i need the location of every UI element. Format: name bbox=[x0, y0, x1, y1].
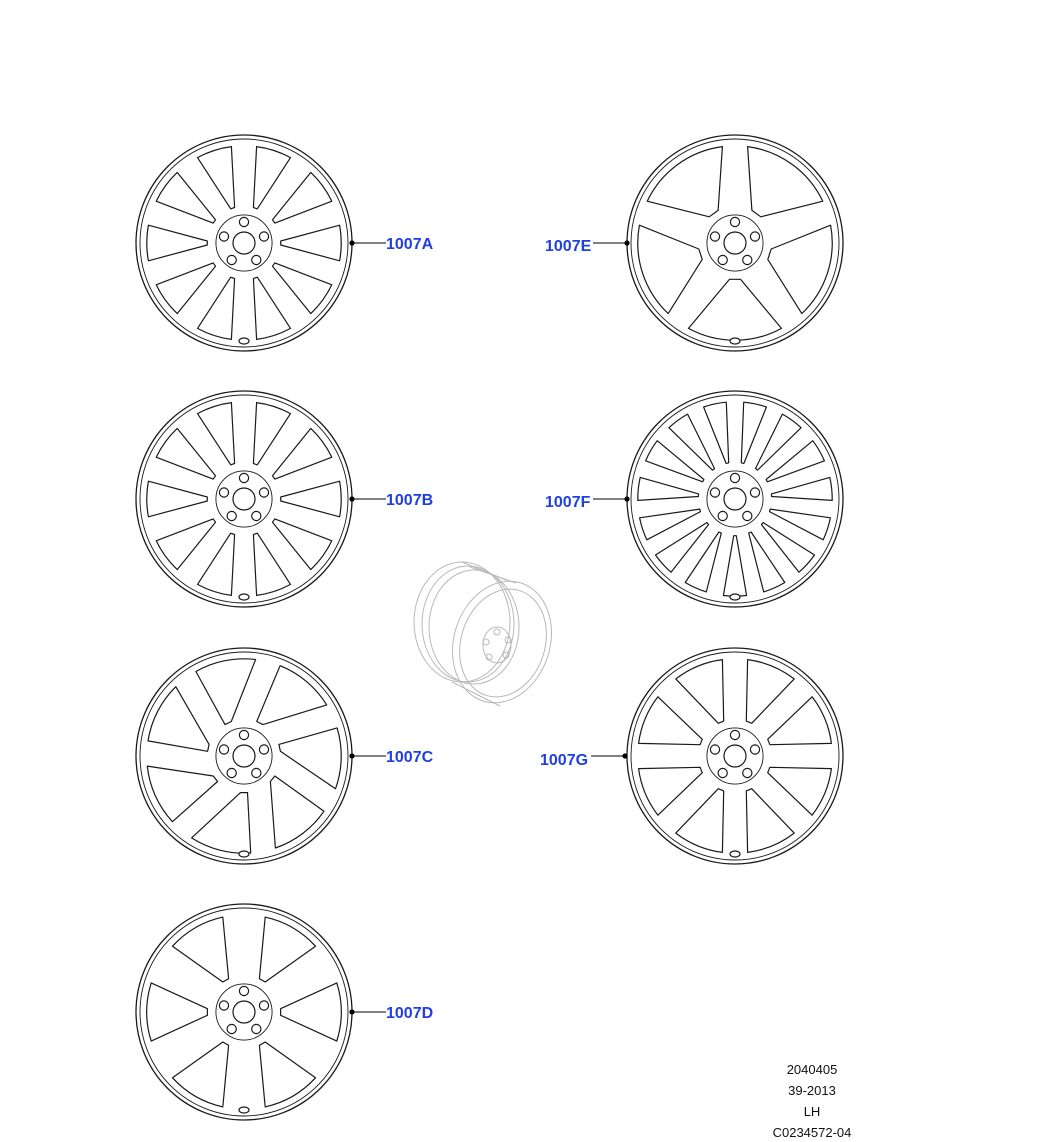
lug-nut-hole bbox=[252, 1024, 261, 1033]
lug-nut-hole bbox=[743, 255, 752, 264]
spoke-window bbox=[768, 767, 832, 815]
wheel-1007B[interactable] bbox=[136, 391, 352, 607]
callout-1007C[interactable]: 1007C bbox=[386, 749, 434, 766]
valve-stem bbox=[239, 1107, 249, 1113]
lug-nut-hole bbox=[239, 730, 248, 739]
spoke-window bbox=[771, 477, 832, 500]
lug-nut-hole bbox=[718, 511, 727, 520]
spoke-window bbox=[259, 917, 315, 982]
lug-nut-hole bbox=[219, 1001, 228, 1010]
lug-nut-hole bbox=[252, 511, 261, 520]
spoke-window bbox=[768, 697, 832, 745]
spoke-window bbox=[638, 225, 702, 313]
lug-nut-hole bbox=[239, 473, 248, 482]
spoke-window bbox=[198, 147, 235, 209]
wheel-1007D[interactable] bbox=[136, 904, 352, 1120]
wheel-1007E[interactable] bbox=[627, 135, 843, 351]
spoke-window bbox=[273, 172, 332, 223]
lug-nut-hole bbox=[259, 745, 268, 754]
lug-nut-hole bbox=[219, 232, 228, 241]
drawing-reference: C0234572-04 bbox=[772, 1125, 852, 1140]
spoke-window bbox=[192, 793, 251, 854]
spoke-window bbox=[273, 428, 332, 479]
center-bore bbox=[233, 488, 255, 510]
spoke-window bbox=[147, 766, 217, 822]
spoke-window bbox=[173, 917, 229, 982]
spoke-window bbox=[196, 659, 256, 725]
valve-stem bbox=[239, 338, 249, 344]
spoke-window bbox=[676, 789, 724, 853]
spoke-window bbox=[281, 481, 342, 517]
lug-nut-hole bbox=[239, 986, 248, 995]
spoke-window bbox=[257, 666, 327, 725]
spoke-window bbox=[723, 536, 746, 596]
valve-stem bbox=[239, 594, 249, 600]
center-bore bbox=[724, 232, 746, 254]
center-bore bbox=[233, 232, 255, 254]
leader-dot-1007G bbox=[622, 753, 627, 758]
valve-stem bbox=[730, 594, 740, 600]
spoke-window bbox=[253, 533, 290, 595]
spoke-window bbox=[156, 172, 215, 223]
lug-nut-hole bbox=[743, 768, 752, 777]
leader-dot-1007B bbox=[349, 496, 354, 501]
spoke-window bbox=[198, 277, 235, 339]
spoke-window bbox=[746, 660, 794, 724]
spoke-window bbox=[279, 728, 341, 789]
spoke-window bbox=[198, 533, 235, 595]
lug-nut-hole bbox=[219, 745, 228, 754]
drawing-number: 2040405 bbox=[786, 1062, 838, 1077]
spoke-window bbox=[253, 277, 290, 339]
spoke-window bbox=[281, 225, 342, 261]
spoke-window bbox=[253, 403, 290, 465]
spoke-window bbox=[768, 225, 832, 313]
lug-nut-hole bbox=[750, 232, 759, 241]
leader-dot-1007D bbox=[349, 1009, 354, 1014]
lug-nut-hole bbox=[259, 232, 268, 241]
drawing-date: 39-2013 bbox=[788, 1083, 836, 1098]
lug-nut-hole bbox=[730, 217, 739, 226]
center-bore bbox=[233, 745, 255, 767]
spoke-window bbox=[689, 279, 782, 340]
spoke-window bbox=[253, 147, 290, 209]
lug-nut-hole bbox=[730, 730, 739, 739]
spoke-window bbox=[273, 519, 332, 570]
spoke-window bbox=[198, 403, 235, 465]
spoke-window bbox=[281, 983, 342, 1041]
spoke-window bbox=[156, 263, 215, 314]
valve-stem bbox=[730, 851, 740, 857]
valve-stem bbox=[239, 851, 249, 857]
callout-1007F[interactable]: 1007F bbox=[545, 494, 591, 511]
lug-nut-hole bbox=[227, 511, 236, 520]
lug-nut-hole bbox=[743, 511, 752, 520]
center-bore bbox=[724, 488, 746, 510]
spoke-window bbox=[676, 660, 724, 724]
callout-1007G[interactable]: 1007G bbox=[540, 752, 589, 769]
leader-dot-1007F bbox=[624, 496, 629, 501]
spoke-window bbox=[647, 147, 722, 217]
spoke-window bbox=[173, 1042, 229, 1107]
spoke-window bbox=[147, 983, 208, 1041]
lug-nut-hole bbox=[219, 488, 228, 497]
lug-nut-hole bbox=[259, 1001, 268, 1010]
spoke-window bbox=[156, 519, 215, 570]
center-bore bbox=[724, 745, 746, 767]
lug-nut-hole bbox=[710, 745, 719, 754]
lug-nut-hole bbox=[259, 488, 268, 497]
callout-1007D[interactable]: 1007D bbox=[386, 1005, 434, 1022]
callout-1007E[interactable]: 1007E bbox=[545, 238, 592, 255]
center-bore bbox=[233, 1001, 255, 1023]
spoke-window bbox=[147, 225, 208, 261]
valve-stem bbox=[730, 338, 740, 344]
spoke-window bbox=[638, 477, 699, 500]
lug-nut-hole bbox=[227, 768, 236, 777]
lug-nut-hole bbox=[710, 488, 719, 497]
spoke-window bbox=[746, 789, 794, 853]
lug-nut-hole bbox=[710, 232, 719, 241]
lug-nut-hole bbox=[718, 768, 727, 777]
callout-1007A[interactable]: 1007A bbox=[386, 236, 434, 253]
lug-nut-hole bbox=[730, 473, 739, 482]
spoke-window bbox=[273, 263, 332, 314]
callout-1007B[interactable]: 1007B bbox=[386, 492, 434, 509]
spoke-window bbox=[748, 147, 823, 217]
lug-nut-hole bbox=[750, 488, 759, 497]
lug-nut-hole bbox=[227, 255, 236, 264]
lug-nut-hole bbox=[252, 768, 261, 777]
lug-nut-hole bbox=[750, 745, 759, 754]
lug-nut-hole bbox=[718, 255, 727, 264]
lug-nut-hole bbox=[227, 1024, 236, 1033]
wheel-1007G[interactable] bbox=[627, 648, 843, 864]
reference-wheel-ghost-icon bbox=[414, 562, 567, 716]
spoke-window bbox=[259, 1042, 315, 1107]
wheel-1007A[interactable] bbox=[136, 135, 352, 351]
leader-dot-1007A bbox=[349, 240, 354, 245]
leader-dot-1007E bbox=[624, 240, 629, 245]
spoke-window bbox=[639, 697, 703, 745]
spoke-window bbox=[156, 428, 215, 479]
leader-dot-1007C bbox=[349, 753, 354, 758]
spoke-window bbox=[148, 687, 209, 752]
wheel-1007C[interactable] bbox=[136, 648, 352, 864]
wheel-1007F[interactable] bbox=[627, 391, 843, 607]
lug-nut-hole bbox=[252, 255, 261, 264]
lug-nut-hole bbox=[239, 217, 248, 226]
drawing-side: LH bbox=[803, 1104, 821, 1119]
spoke-window bbox=[147, 481, 208, 517]
spoke-window bbox=[639, 767, 703, 815]
